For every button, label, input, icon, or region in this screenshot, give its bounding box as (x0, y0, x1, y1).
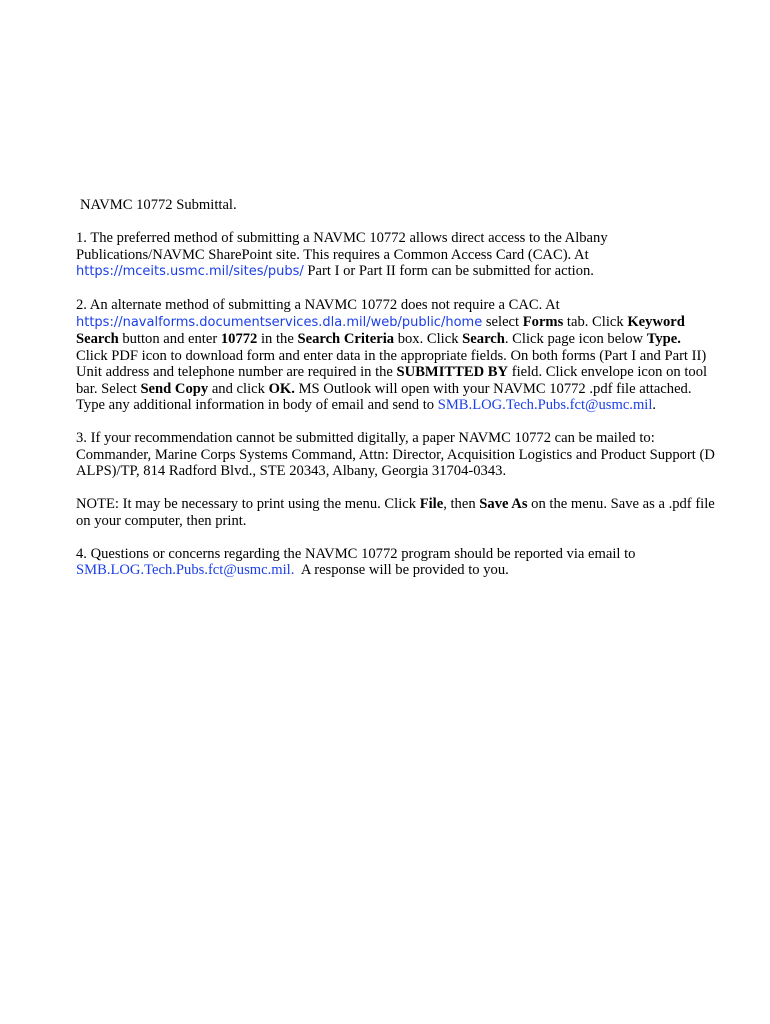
paragraph-2-text: Click PDF icon to download form and enter data in the appropriate fields. On both forms (Part I and Part II) Unit address and telephone number are required in the (76, 347, 707, 380)
email-link[interactable]: SMB.LOG.Tech.Pubs.fct@usmc.mil (437, 397, 653, 413)
navalforms-link[interactable]: https://navalforms.documentservices.dla.mil/web/public/home (76, 314, 483, 330)
note-text: on the menu. Save as a .pdf file on your computer, then print. (76, 496, 715, 529)
document-title: NAVMC 10772 Submittal. (80, 197, 237, 213)
paragraph-2-text: select (482, 313, 523, 330)
paragraph-1-text: 1. The preferred method of submitting a NAVMC 10772 allows direct access to the Albany Publications/NAVMC SharePoint site. This requires a Common Access Card (CAC). At (76, 230, 608, 263)
paragraph-4-text: 4. Questions or concerns regarding the NAVMC 10772 program should be reported via email to (76, 545, 636, 562)
paragraph-2-text: . Click page icon below (504, 331, 647, 347)
paragraph-2-text: field. Click envelope icon on tool bar. Select (76, 364, 708, 397)
paragraph-1-text-end: Part I or Part II form can be submitted for action. (303, 263, 594, 279)
paragraph-2-text: box. Click (394, 331, 463, 347)
paragraph-2-text: in the (257, 331, 298, 347)
paragraph-2-text: tab. Click (563, 313, 628, 330)
note-text: NOTE: It may be necessary to print using the menu. Click (76, 496, 420, 512)
bold-forms: Forms (522, 313, 564, 330)
bold-submitted-by: SUBMITTED BY (396, 364, 509, 380)
bold-file: File (419, 496, 444, 512)
paragraph-2-text: and click (208, 380, 269, 397)
paragraph-2 (76, 297, 716, 414)
bold-save-as: Save As (479, 496, 528, 512)
paragraph-1 (76, 230, 716, 281)
document-body (76, 197, 716, 595)
bold-search-criteria: Search Criteria (297, 331, 395, 347)
note-text: , then (443, 496, 480, 512)
note-paragraph (76, 496, 716, 529)
paragraph-2-text: MS Outlook will open with your NAVMC 10772 .pdf file attached. Type any additional information in body of email and send to (76, 380, 692, 413)
paragraph-2-text: . (652, 397, 657, 413)
bold-type: Type. (646, 331, 681, 347)
paragraph-2-text: 2. An alternate method of submitting a NAVMC 10772 does not require a CAC. At (76, 297, 560, 313)
bold-keyword-search: Keyword Search (76, 313, 685, 347)
bold-send-copy: Send Copy (140, 380, 209, 397)
email-link-2[interactable]: SMB.LOG.Tech.Pubs.fct@usmc.mil. (76, 562, 295, 578)
bold-10772: 10772 (220, 331, 258, 347)
bold-search: Search (462, 331, 505, 347)
sharepoint-link[interactable]: https://mceits.usmc.mil/sites/pubs/ (76, 264, 304, 279)
paragraph-4-text: A response will be provided to you. (294, 562, 509, 578)
paragraph-3: 3. If your recommendation cannot be submitted digitally, a paper NAVMC 10772 can be mailed to: Commander, Marine Corps Systems Command, Attn: Director, Acquisition Logistics and Product Support (D ALPS)/TP, 814 Radford Blvd., STE 20343, Albany, Georgia 31704-0343. (76, 430, 715, 479)
paragraph-2-text: button and enter (118, 331, 221, 347)
paragraph-4 (76, 546, 716, 579)
bold-ok: OK. (268, 380, 295, 397)
